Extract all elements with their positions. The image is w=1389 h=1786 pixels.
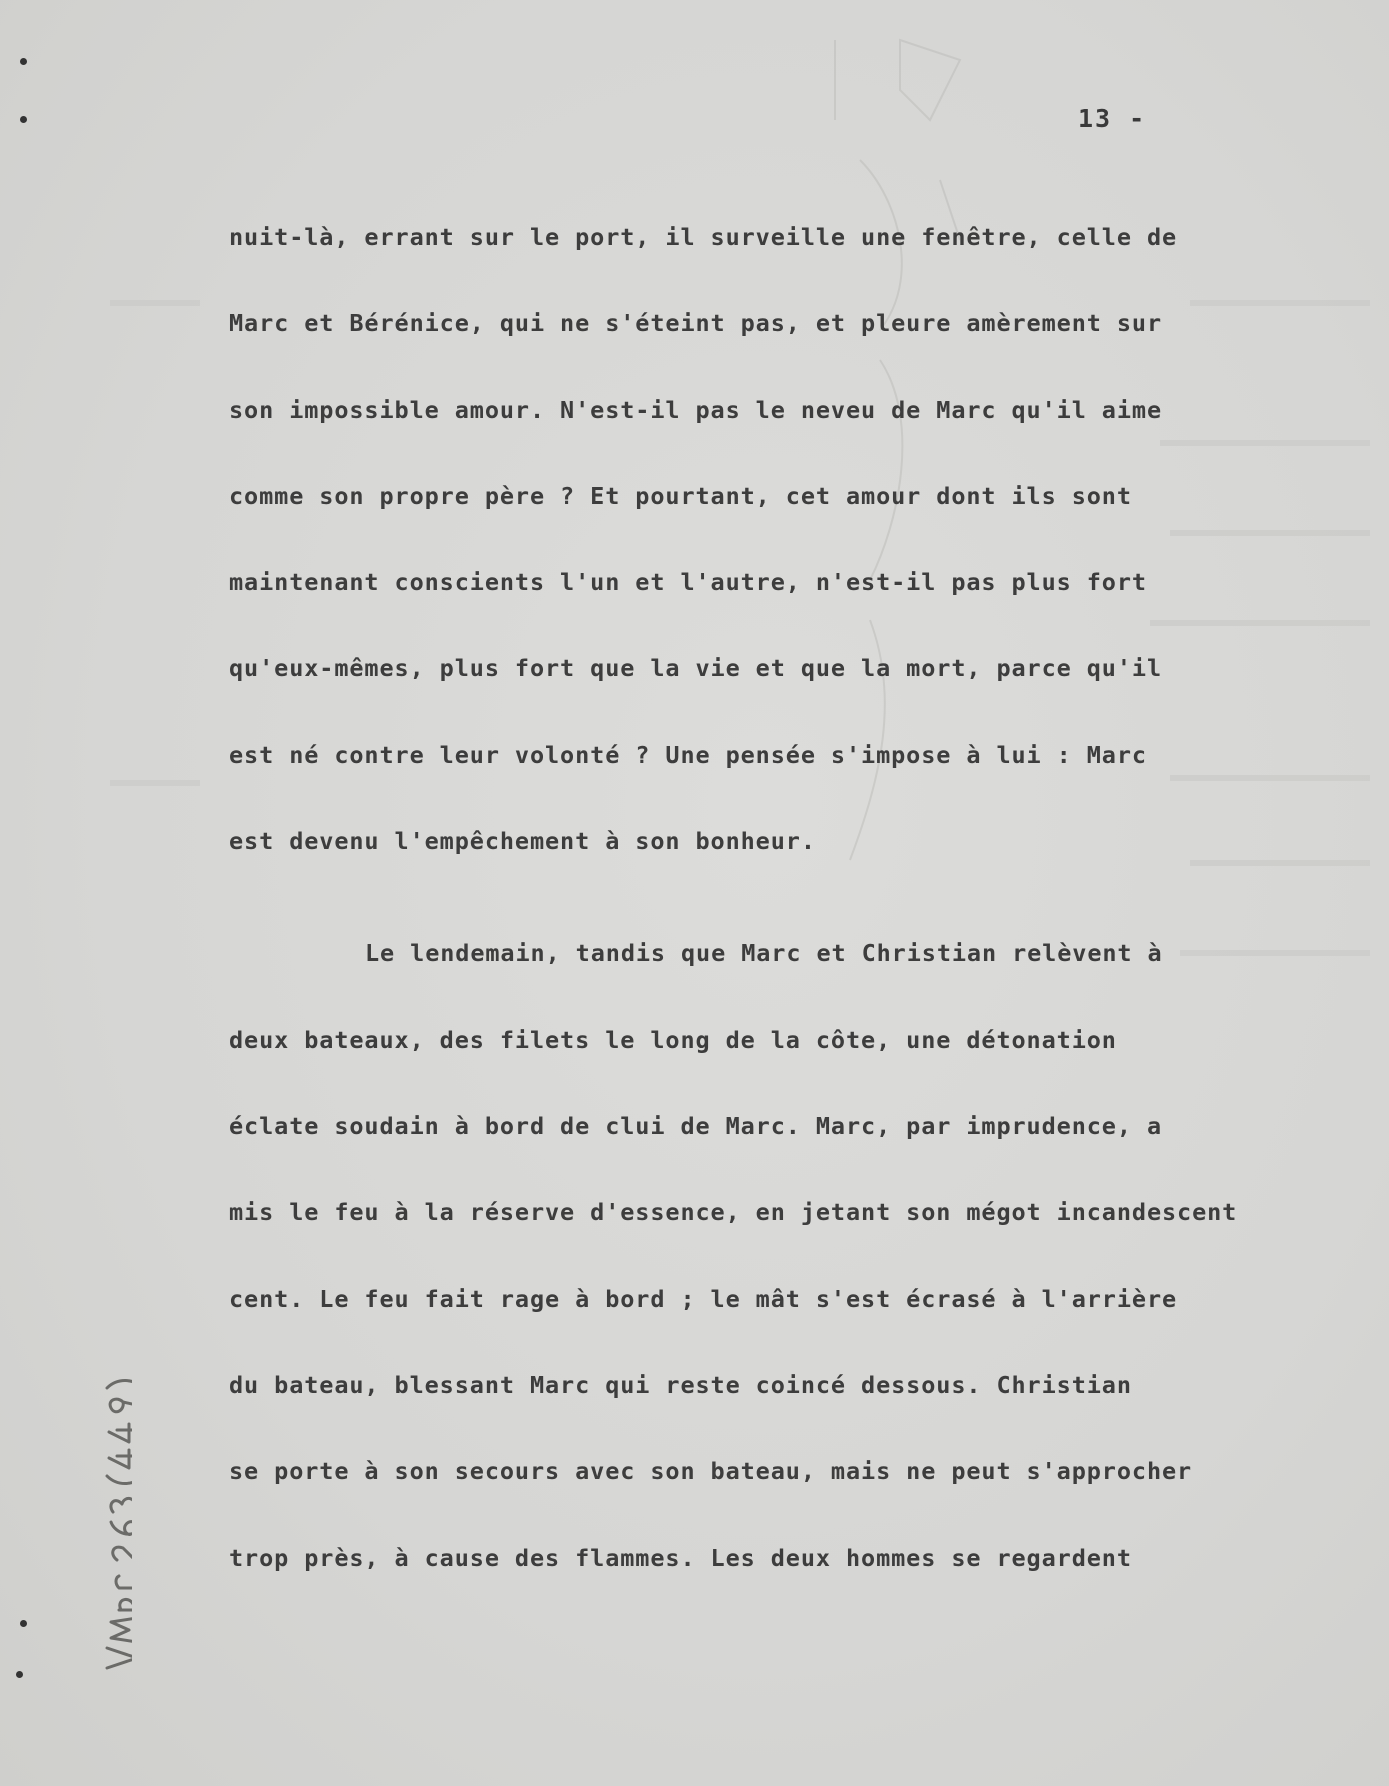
punch-hole-mark-bottom <box>16 1671 23 1678</box>
text-line-8: est devenu l'empêchement à son bonheur. <box>229 827 816 855</box>
text-line-10: deux bateaux, des filets le long de la côte, une détonation <box>229 1026 1117 1054</box>
text-line-2: Marc et Bérénice, qui ne s'éteint pas, et pleure amèrement sur <box>229 309 1162 337</box>
handwriting-shelfmark-icon <box>52 1338 132 1678</box>
text-line-11: éclate soudain à bord de clui de Marc. Marc, par imprudence, a <box>229 1112 1162 1140</box>
punch-hole-mark-top <box>20 58 27 65</box>
page-number: 13 - <box>1078 104 1147 133</box>
text-line-6: qu'eux-mêmes, plus fort que la vie et que la mort, parce qu'il <box>229 654 1162 682</box>
text-line-1: nuit-là, errant sur le port, il surveille une fenêtre, celle de <box>229 223 1178 251</box>
text-line-15: se porte à son secours avec son bateau, mais ne peut s'approcher <box>229 1457 1193 1485</box>
text-line-13: cent. Le feu fait rage à bord ; le mât s'est écrasé à l'arrière <box>229 1285 1178 1313</box>
text-line-5: maintenant conscients l'un et l'autre, n'est-il pas plus fort <box>229 568 1147 596</box>
text-line-3: son impossible amour. N'est-il pas le neveu de Marc qu'il aime <box>229 396 1162 424</box>
handwritten-margin-annotation <box>52 1338 132 1678</box>
text-line-14: du bateau, blessant Marc qui reste coincé dessous. Christian <box>229 1371 1132 1399</box>
text-line-9: Le lendemain, tandis que Marc et Christian relèvent à <box>365 939 1163 967</box>
text-line-12: mis le feu à la réserve d'essence, en jetant son mégot incandescent <box>229 1198 1238 1226</box>
punch-hole-mark-upper <box>20 116 27 123</box>
text-line-16: trop près, à cause des flammes. Les deux hommes se regardent <box>229 1544 1132 1572</box>
text-line-7: est né contre leur volonté ? Une pensée s'impose à lui : Marc <box>229 741 1147 769</box>
punch-hole-mark-lower <box>20 1620 27 1627</box>
text-line-4: comme son propre père ? Et pourtant, cet amour dont ils sont <box>229 482 1132 510</box>
